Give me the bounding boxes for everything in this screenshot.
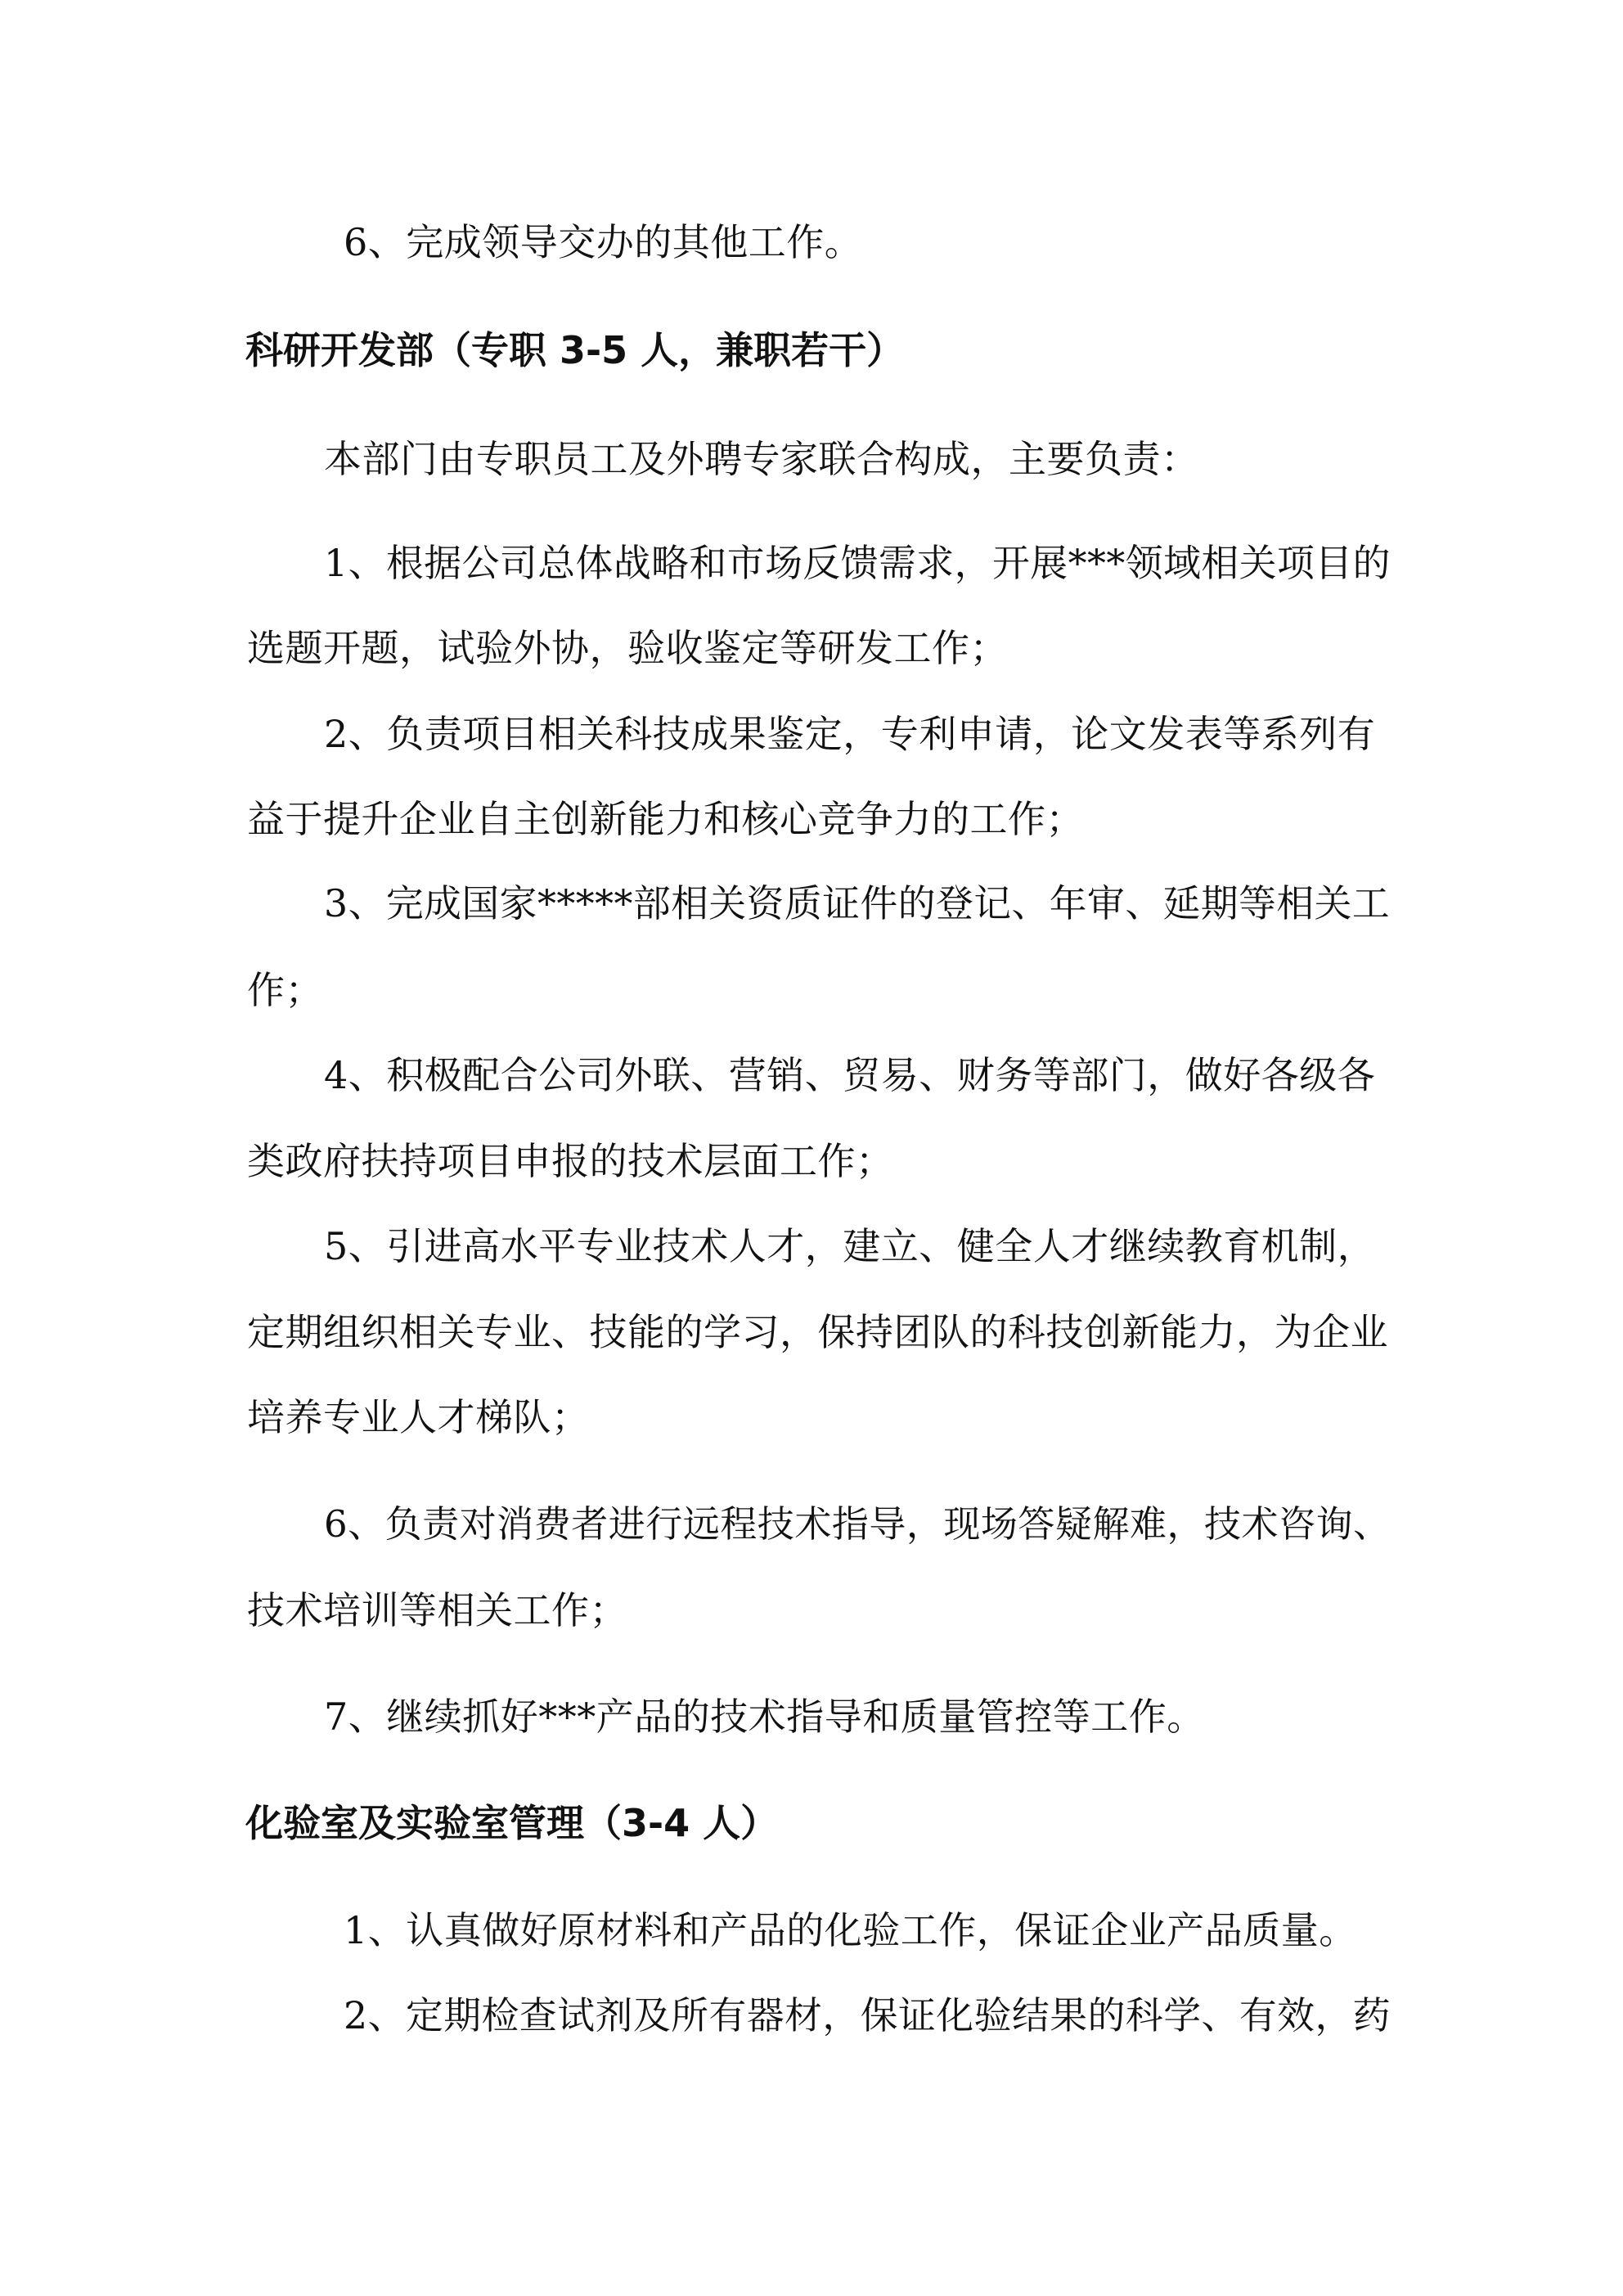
paragraph-line: 技术培训等相关工作；	[247, 1588, 627, 1632]
paragraph-line: 培养专业人才梯队；	[247, 1395, 590, 1439]
paragraph-line: 7、继续抓好***产品的技术指导和质量管控等工作。	[324, 1695, 1205, 1739]
paragraph-line: 本部门由专职员工及外聘专家联合构成，主要负责：	[324, 437, 1199, 481]
paragraph-line: 2、定期检查试剂及所有器材，保证化验结果的科学、有效，药	[344, 1993, 1391, 2037]
paragraph-line: 作；	[247, 968, 323, 1012]
paragraph-line: 5、引进高水平专业技术人才，建立、健全人才继续教育机制，	[324, 1224, 1376, 1268]
paragraph-line: 6、完成领导交办的其他工作。	[344, 220, 863, 264]
paragraph-line: 1、根据公司总体战略和市场反馈需求，开展***领域相关项目的	[324, 541, 1391, 585]
paragraph-line: 定期组织相关专业、技能的学习，保持团队的科技创新能力，为企业	[247, 1310, 1388, 1354]
paragraph-line: 2、负责项目相关科技成果鉴定，专利申请，论文发表等系列有	[324, 712, 1376, 756]
paragraph-line: 益于提升企业自主创新能力和核心竞争力的工作；	[247, 797, 1084, 841]
paragraph-line: 1、认真做好原材料和产品的化验工作，保证企业产品质量。	[344, 1908, 1357, 1952]
paragraph-line: 6、负责对消费者进行远程技术指导，现场答疑解难，技术咨询、	[324, 1502, 1391, 1546]
paragraph-line: 3、完成国家*****部相关资质证件的登记、年审、延期等相关工	[324, 882, 1391, 925]
section-heading: 科研开发部（专职 3-5 人，兼职若干）	[245, 328, 905, 372]
paragraph-line: 选题开题，试验外协，验收鉴定等研发工作；	[247, 626, 1008, 670]
paragraph-line: 4、积极配合公司外联、营销、贸易、财务等部门，做好各级各	[324, 1053, 1376, 1097]
section-heading: 化验室及实验室管理（3-4 人）	[245, 1801, 779, 1845]
paragraph-line: 类政府扶持项目申报的技术层面工作；	[247, 1139, 894, 1183]
